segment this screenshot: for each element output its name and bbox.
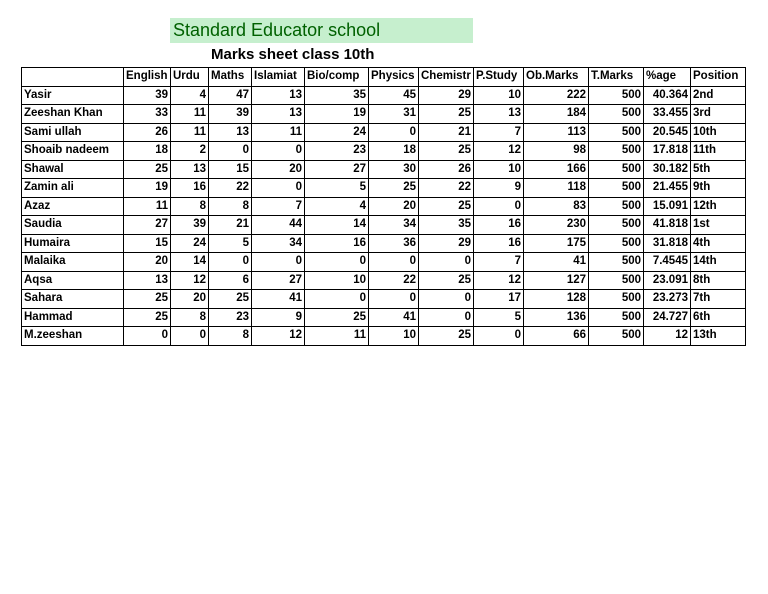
cell-urdu: 39 xyxy=(171,216,209,235)
cell-position: 11th xyxy=(691,142,746,161)
cell-name: Malaika xyxy=(22,253,124,272)
cell-position: 4th xyxy=(691,234,746,253)
cell-t-marks: 500 xyxy=(589,290,644,309)
cell-urdu: 8 xyxy=(171,308,209,327)
cell-ob-marks: 66 xyxy=(524,327,589,346)
cell-chemistry: 29 xyxy=(419,234,474,253)
table-row xyxy=(22,105,746,124)
cell-islamiat: 13 xyxy=(252,105,305,124)
cell-physics: 25 xyxy=(369,179,419,198)
cell-name: Humaira xyxy=(22,234,124,253)
column-header-bio-comp: Bio/comp xyxy=(305,68,369,87)
cell-english: 27 xyxy=(124,216,171,235)
cell-physics: 18 xyxy=(369,142,419,161)
column-header-urdu: Urdu xyxy=(171,68,209,87)
cell-t-marks: 500 xyxy=(589,308,644,327)
school-name: Standard Educator school xyxy=(170,18,473,43)
cell-islamiat: 20 xyxy=(252,160,305,179)
table-row xyxy=(22,271,746,290)
cell-bio-comp: 16 xyxy=(305,234,369,253)
cell-ob-marks: 166 xyxy=(524,160,589,179)
cell-physics: 10 xyxy=(369,327,419,346)
cell-position: 9th xyxy=(691,179,746,198)
table-row xyxy=(22,234,746,253)
cell-bio-comp: 0 xyxy=(305,290,369,309)
cell-islamiat: 9 xyxy=(252,308,305,327)
cell-name: Sahara xyxy=(22,290,124,309)
cell-maths: 47 xyxy=(209,86,252,105)
header-row xyxy=(22,68,746,87)
cell-urdu: 2 xyxy=(171,142,209,161)
cell-islamiat: 41 xyxy=(252,290,305,309)
cell-p-study: 0 xyxy=(474,327,524,346)
cell-t-marks: 500 xyxy=(589,160,644,179)
cell-name: M.zeeshan xyxy=(22,327,124,346)
cell-position: 6th xyxy=(691,308,746,327)
cell-position: 7th xyxy=(691,290,746,309)
cell-bio-comp: 24 xyxy=(305,123,369,142)
cell-maths: 23 xyxy=(209,308,252,327)
cell-chemistry: 25 xyxy=(419,197,474,216)
cell-percentage: 17.818 xyxy=(644,142,691,161)
cell-chemistry: 0 xyxy=(419,290,474,309)
cell-english: 25 xyxy=(124,290,171,309)
cell-chemistry: 25 xyxy=(419,142,474,161)
cell-chemistry: 25 xyxy=(419,271,474,290)
cell-bio-comp: 23 xyxy=(305,142,369,161)
cell-position: 5th xyxy=(691,160,746,179)
cell-english: 25 xyxy=(124,308,171,327)
cell-physics: 0 xyxy=(369,253,419,272)
cell-ob-marks: 175 xyxy=(524,234,589,253)
cell-maths: 13 xyxy=(209,123,252,142)
cell-t-marks: 500 xyxy=(589,179,644,198)
column-header-position: Position xyxy=(691,68,746,87)
cell-bio-comp: 35 xyxy=(305,86,369,105)
cell-t-marks: 500 xyxy=(589,105,644,124)
cell-t-marks: 500 xyxy=(589,197,644,216)
cell-position: 14th xyxy=(691,253,746,272)
cell-position: 8th xyxy=(691,271,746,290)
cell-islamiat: 11 xyxy=(252,123,305,142)
cell-urdu: 8 xyxy=(171,197,209,216)
cell-maths: 5 xyxy=(209,234,252,253)
cell-ob-marks: 83 xyxy=(524,197,589,216)
cell-english: 18 xyxy=(124,142,171,161)
column-header-name xyxy=(22,68,124,87)
cell-p-study: 16 xyxy=(474,234,524,253)
cell-position: 10th xyxy=(691,123,746,142)
cell-islamiat: 13 xyxy=(252,86,305,105)
cell-p-study: 7 xyxy=(474,253,524,272)
cell-physics: 20 xyxy=(369,197,419,216)
cell-urdu: 11 xyxy=(171,123,209,142)
cell-english: 13 xyxy=(124,271,171,290)
cell-maths: 25 xyxy=(209,290,252,309)
column-header-p-study: P.Study xyxy=(474,68,524,87)
cell-bio-comp: 4 xyxy=(305,197,369,216)
cell-chemistry: 25 xyxy=(419,105,474,124)
cell-percentage: 23.273 xyxy=(644,290,691,309)
table-row xyxy=(22,327,746,346)
cell-chemistry: 22 xyxy=(419,179,474,198)
cell-t-marks: 500 xyxy=(589,142,644,161)
table-row xyxy=(22,86,746,105)
cell-urdu: 16 xyxy=(171,179,209,198)
cell-p-study: 5 xyxy=(474,308,524,327)
column-header-chemistry: Chemistr xyxy=(419,68,474,87)
column-header-maths: Maths xyxy=(209,68,252,87)
cell-chemistry: 35 xyxy=(419,216,474,235)
cell-name: Zeeshan Khan xyxy=(22,105,124,124)
cell-name: Aqsa xyxy=(22,271,124,290)
cell-ob-marks: 128 xyxy=(524,290,589,309)
cell-name: Saudia xyxy=(22,216,124,235)
cell-bio-comp: 27 xyxy=(305,160,369,179)
cell-t-marks: 500 xyxy=(589,86,644,105)
cell-islamiat: 34 xyxy=(252,234,305,253)
cell-position: 1st xyxy=(691,216,746,235)
cell-islamiat: 0 xyxy=(252,253,305,272)
cell-maths: 22 xyxy=(209,179,252,198)
cell-p-study: 7 xyxy=(474,123,524,142)
table-row xyxy=(22,160,746,179)
cell-bio-comp: 19 xyxy=(305,105,369,124)
cell-urdu: 13 xyxy=(171,160,209,179)
cell-bio-comp: 10 xyxy=(305,271,369,290)
table-row xyxy=(22,253,746,272)
table-row xyxy=(22,142,746,161)
cell-english: 20 xyxy=(124,253,171,272)
cell-physics: 36 xyxy=(369,234,419,253)
cell-english: 39 xyxy=(124,86,171,105)
cell-p-study: 12 xyxy=(474,142,524,161)
cell-percentage: 40.364 xyxy=(644,86,691,105)
column-header-english: English xyxy=(124,68,171,87)
cell-p-study: 12 xyxy=(474,271,524,290)
cell-position: 12th xyxy=(691,197,746,216)
cell-percentage: 24.727 xyxy=(644,308,691,327)
cell-ob-marks: 136 xyxy=(524,308,589,327)
cell-english: 15 xyxy=(124,234,171,253)
cell-position: 13th xyxy=(691,327,746,346)
cell-p-study: 16 xyxy=(474,216,524,235)
cell-percentage: 7.4545 xyxy=(644,253,691,272)
table-row xyxy=(22,308,746,327)
cell-islamiat: 12 xyxy=(252,327,305,346)
cell-percentage: 15.091 xyxy=(644,197,691,216)
cell-percentage: 33.455 xyxy=(644,105,691,124)
cell-maths: 6 xyxy=(209,271,252,290)
column-header-t-marks: T.Marks xyxy=(589,68,644,87)
cell-physics: 34 xyxy=(369,216,419,235)
cell-name: Azaz xyxy=(22,197,124,216)
cell-english: 26 xyxy=(124,123,171,142)
cell-urdu: 12 xyxy=(171,271,209,290)
cell-urdu: 20 xyxy=(171,290,209,309)
cell-english: 0 xyxy=(124,327,171,346)
table-row xyxy=(22,197,746,216)
sheet-title: Marks sheet class 10th xyxy=(211,46,375,63)
cell-position: 3rd xyxy=(691,105,746,124)
cell-ob-marks: 230 xyxy=(524,216,589,235)
cell-p-study: 13 xyxy=(474,105,524,124)
cell-t-marks: 500 xyxy=(589,123,644,142)
cell-urdu: 0 xyxy=(171,327,209,346)
cell-bio-comp: 0 xyxy=(305,253,369,272)
cell-physics: 45 xyxy=(369,86,419,105)
cell-islamiat: 0 xyxy=(252,142,305,161)
cell-maths: 39 xyxy=(209,105,252,124)
cell-english: 25 xyxy=(124,160,171,179)
cell-urdu: 11 xyxy=(171,105,209,124)
cell-percentage: 30.182 xyxy=(644,160,691,179)
cell-urdu: 4 xyxy=(171,86,209,105)
cell-name: Hammad xyxy=(22,308,124,327)
cell-physics: 31 xyxy=(369,105,419,124)
cell-physics: 0 xyxy=(369,290,419,309)
cell-p-study: 10 xyxy=(474,160,524,179)
cell-percentage: 23.091 xyxy=(644,271,691,290)
cell-physics: 30 xyxy=(369,160,419,179)
cell-ob-marks: 127 xyxy=(524,271,589,290)
cell-percentage: 41.818 xyxy=(644,216,691,235)
cell-ob-marks: 184 xyxy=(524,105,589,124)
cell-p-study: 9 xyxy=(474,179,524,198)
cell-ob-marks: 98 xyxy=(524,142,589,161)
cell-position: 2nd xyxy=(691,86,746,105)
cell-english: 33 xyxy=(124,105,171,124)
cell-t-marks: 500 xyxy=(589,253,644,272)
cell-chemistry: 0 xyxy=(419,253,474,272)
cell-t-marks: 500 xyxy=(589,216,644,235)
cell-physics: 0 xyxy=(369,123,419,142)
cell-english: 11 xyxy=(124,197,171,216)
cell-bio-comp: 11 xyxy=(305,327,369,346)
cell-physics: 41 xyxy=(369,308,419,327)
cell-p-study: 0 xyxy=(474,197,524,216)
cell-maths: 8 xyxy=(209,327,252,346)
column-header-percentage: %age xyxy=(644,68,691,87)
cell-percentage: 12 xyxy=(644,327,691,346)
cell-urdu: 24 xyxy=(171,234,209,253)
cell-ob-marks: 222 xyxy=(524,86,589,105)
marks-table xyxy=(21,67,746,346)
cell-name: Zamin ali xyxy=(22,179,124,198)
cell-name: Yasir xyxy=(22,86,124,105)
cell-islamiat: 44 xyxy=(252,216,305,235)
cell-english: 19 xyxy=(124,179,171,198)
cell-percentage: 31.818 xyxy=(644,234,691,253)
cell-bio-comp: 14 xyxy=(305,216,369,235)
cell-percentage: 20.545 xyxy=(644,123,691,142)
cell-maths: 15 xyxy=(209,160,252,179)
cell-maths: 0 xyxy=(209,253,252,272)
cell-chemistry: 29 xyxy=(419,86,474,105)
column-header-ob-marks: Ob.Marks xyxy=(524,68,589,87)
cell-urdu: 14 xyxy=(171,253,209,272)
cell-p-study: 10 xyxy=(474,86,524,105)
cell-p-study: 17 xyxy=(474,290,524,309)
table-row xyxy=(22,216,746,235)
cell-ob-marks: 41 xyxy=(524,253,589,272)
cell-t-marks: 500 xyxy=(589,234,644,253)
cell-islamiat: 0 xyxy=(252,179,305,198)
cell-ob-marks: 113 xyxy=(524,123,589,142)
cell-percentage: 21.455 xyxy=(644,179,691,198)
cell-chemistry: 0 xyxy=(419,308,474,327)
cell-name: Shawal xyxy=(22,160,124,179)
cell-chemistry: 25 xyxy=(419,327,474,346)
cell-chemistry: 21 xyxy=(419,123,474,142)
cell-maths: 8 xyxy=(209,197,252,216)
table-row xyxy=(22,123,746,142)
column-header-islamiat: Islamiat xyxy=(252,68,305,87)
cell-islamiat: 27 xyxy=(252,271,305,290)
cell-t-marks: 500 xyxy=(589,327,644,346)
table-row xyxy=(22,179,746,198)
cell-t-marks: 500 xyxy=(589,271,644,290)
cell-bio-comp: 5 xyxy=(305,179,369,198)
cell-name: Sami ullah xyxy=(22,123,124,142)
cell-maths: 0 xyxy=(209,142,252,161)
cell-chemistry: 26 xyxy=(419,160,474,179)
cell-bio-comp: 25 xyxy=(305,308,369,327)
column-header-physics: Physics xyxy=(369,68,419,87)
cell-physics: 22 xyxy=(369,271,419,290)
cell-maths: 21 xyxy=(209,216,252,235)
table-row xyxy=(22,290,746,309)
cell-ob-marks: 118 xyxy=(524,179,589,198)
cell-name: Shoaib nadeem xyxy=(22,142,124,161)
cell-islamiat: 7 xyxy=(252,197,305,216)
